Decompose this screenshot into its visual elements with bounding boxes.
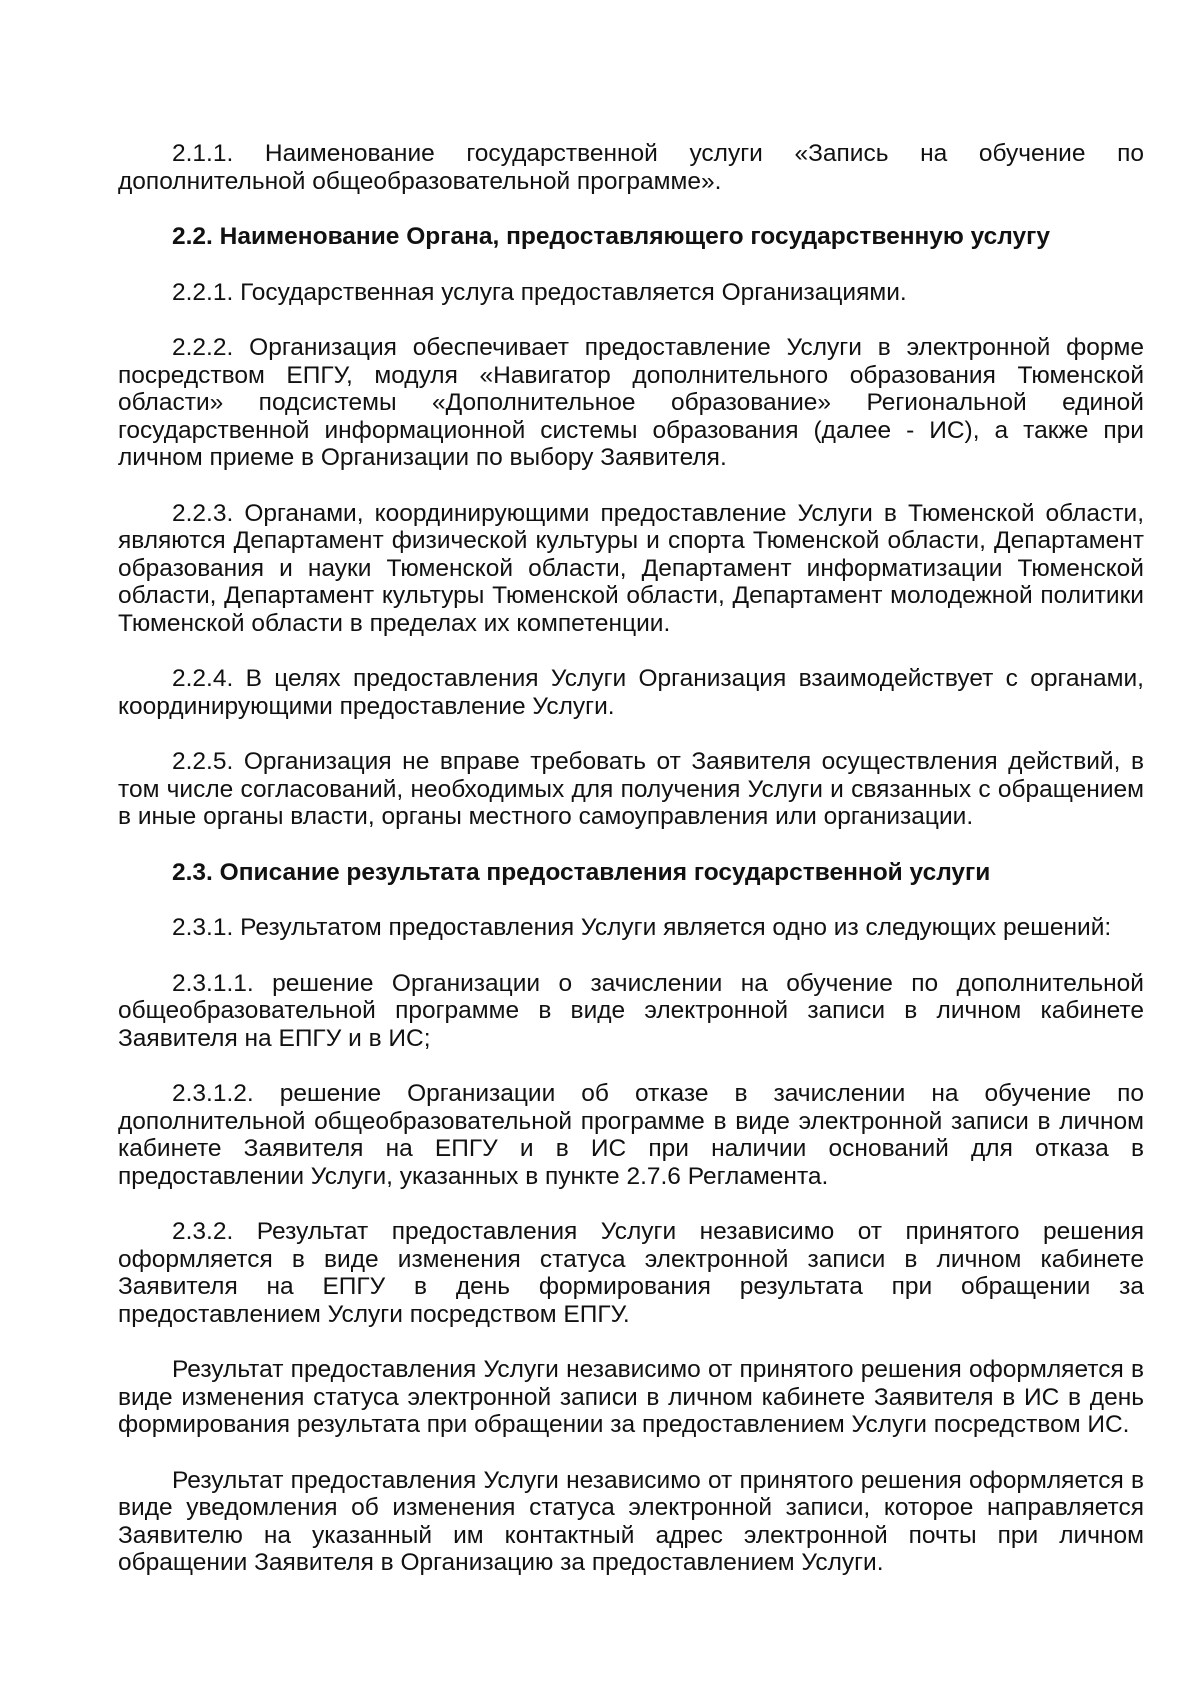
paragraph-2-2-1: 2.2.1. Государственная услуга предоставляется Организациями. (172, 278, 907, 306)
paragraph-2-2-5: 2.2.5. Организация не вправе требовать от Заявителя осуществления действий, в том числе согласований, необходимых для получения Услуги и связанных с обращением в иные органы власти, органы местного самоуправления или организации. (118, 748, 1144, 830)
paragraph-2-3-1-2: 2.3.1.2. решение Организации об отказе в зачислении на обучение по дополнительной общеобразовательной программе в виде электронной записи в личном кабинете Заявителя на ЕПГУ и в ИС при наличии оснований для отказа в предоставлении Услуги, указанных в пункте 2.7.6 Регламента. (118, 1080, 1144, 1190)
paragraph-result-is: Результат предоставления Услуги независимо от принятого решения оформляется в виде изменения статуса электронной записи в личном кабинете Заявителя в ИС в день формирования результата при обращении за предоставлением Услуги посредством ИС. (118, 1356, 1144, 1438)
paragraph-2-3-1-1: 2.3.1.1. решение Организации о зачислении на обучение по дополнительной общеобразовательной программе в виде электронной записи в личном кабинете Заявителя на ЕПГУ и в ИС; (118, 969, 1144, 1052)
paragraph-2-3-2: 2.3.2. Результат предоставления Услуги независимо от принятого решения оформляется в виде изменения статуса электронной записи в личном кабинете Заявителя на ЕПГУ в день формирования результата при обращении за предоставлением Услуги посредством ЕПГУ. (118, 1218, 1144, 1328)
heading-2-3: 2.3. Описание результата предоставления государственной услуги (172, 858, 991, 886)
paragraph-2-2-2: 2.2.2. Организация обеспечивает предоставление Услуги в электронной форме посредством ЕПГУ, модуля «Навигатор дополнительного образования Тюменской области» подсистемы «Дополнительное образование» Региональной единой государственной информационной системы образования (далее - ИС), а также при личном приеме в Организации по выбору Заявителя. (118, 334, 1144, 471)
paragraph-2-3-1: 2.3.1. Результатом предоставления Услуги является одно из следующих решений: (172, 914, 1112, 941)
paragraph-2-2-3: 2.2.3. Органами, координирующими предоставление Услуги в Тюменской области, являются Департамент физической культуры и спорта Тюменской области, Департамент образования и науки Тюменской области, Департамент информатизации Тюменской области, Департамент культуры Тюменской области, Департамент молодежной политики Тюменской области в пределах их компетенции. (118, 499, 1144, 637)
paragraph-result-notification: Результат предоставления Услуги независимо от принятого решения оформляется в виде уведомления об изменения статуса электронной записи, которое направляется Заявителю на указанный им контактный адрес электронной почты при личном обращении Заявителя в Организацию за предоставлением Услуги. (118, 1466, 1144, 1576)
heading-2-2: 2.2. Наименование Органа, предоставляющего государственную услугу (172, 223, 1051, 250)
paragraph-2-2-4: 2.2.4. В целях предоставления Услуги Организация взаимодействует с органами, координирующими предоставление Услуги. (118, 665, 1144, 720)
document-body (118, 140, 1144, 1605)
paragraph-2-1-1: 2.1.1. Наименование государственной услуги «Запись на обучение по дополнительной общеобразовательной программе». (118, 140, 1144, 195)
